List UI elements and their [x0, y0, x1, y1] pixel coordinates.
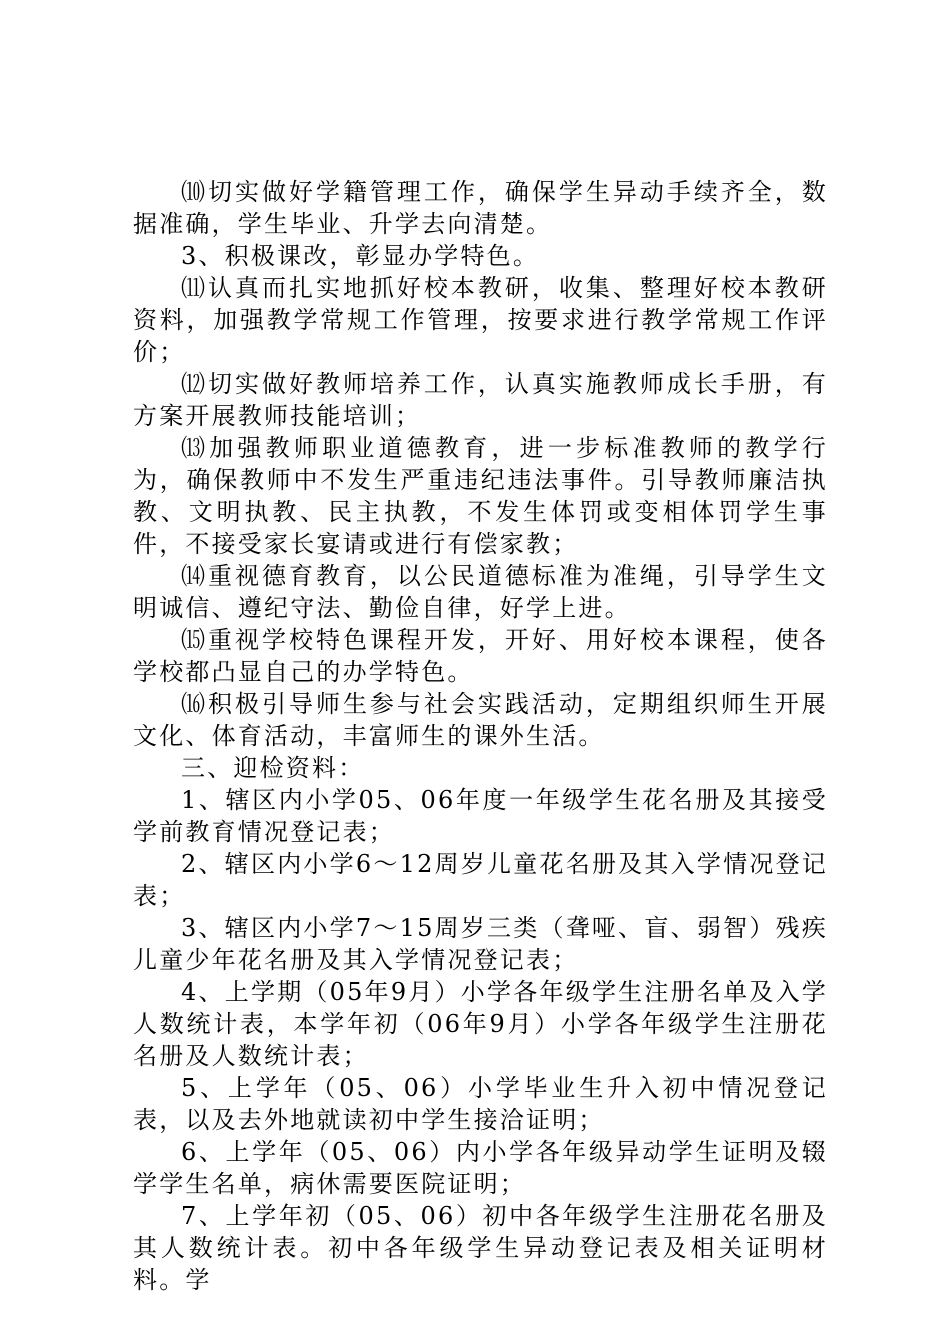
paragraph-item-10: ⑽切实做好学籍管理工作，确保学生异动手续齐全，数据准确，学生毕业、升学去向清楚。 [133, 178, 828, 238]
document-page [133, 176, 828, 1296]
section-heading-curriculum-reform: 3、积极课改，彰显办学特色。 [181, 242, 540, 270]
paragraph-item-13: ⒀加强教师职业道德教育，进一步标准教师的教学行为，确保教师中不发生严重违纪违法事件。引导教师廉洁执教、文明执教、民主执教，不发生体罚或变相体罚学生事件，不接受家长宴请或进行有偿家教； [133, 434, 828, 558]
paragraph-item-11: ⑾认真而扎实地抓好校本教研，收集、整理好校本教研资料，加强教学常规工作管理，按要求进行教学常规工作评价； [133, 274, 828, 366]
paragraph-item-16: ⒃积极引导师生参与社会实践活动，定期组织师生开展文化、体育活动，丰富师生的课外生活。 [133, 690, 828, 750]
material-item-1: 1、辖区内小学05、06年度一年级学生花名册及其接受学前教育情况登记表； [133, 786, 828, 846]
paragraph-item-14: ⒁重视德育教育，以公民道德标准为准绳，引导学生文明诚信、遵纪守法、勤俭自律，好学上进。 [133, 562, 828, 622]
paragraph-item-12: ⑿切实做好教师培养工作，认真实施教师成长手册，有方案开展教师技能培训； [133, 370, 828, 430]
material-item-6: 6、上学年（05、06）内小学各年级异动学生证明及辍学学生名单，病休需要医院证明； [133, 1138, 828, 1198]
material-item-5: 5、上学年（05、06）小学毕业生升入初中情况登记表，以及去外地就读初中学生接洽证明； [133, 1074, 828, 1134]
material-item-3: 3、辖区内小学7～15周岁三类（聋哑、盲、弱智）残疾儿童少年花名册及其入学情况登记表； [133, 914, 828, 974]
material-item-2: 2、辖区内小学6～12周岁儿童花名册及其入学情况登记表； [133, 850, 828, 910]
paragraph-item-15: ⒂重视学校特色课程开发，开好、用好校本课程，使各学校都凸显自己的办学特色。 [133, 626, 828, 686]
section-heading-inspection-materials: 三、迎检资料： [181, 754, 365, 782]
material-item-7: 7、上学年初（05、06）初中各年级学生注册花名册及其人数统计表。初中各年级学生异动登记表及相关证明材料。学 [133, 1202, 828, 1294]
material-item-4: 4、上学期（05年9月）小学各年级学生注册名单及入学人数统计表，本学年初（06年9月）小学各年级学生注册花名册及人数统计表； [133, 978, 828, 1070]
